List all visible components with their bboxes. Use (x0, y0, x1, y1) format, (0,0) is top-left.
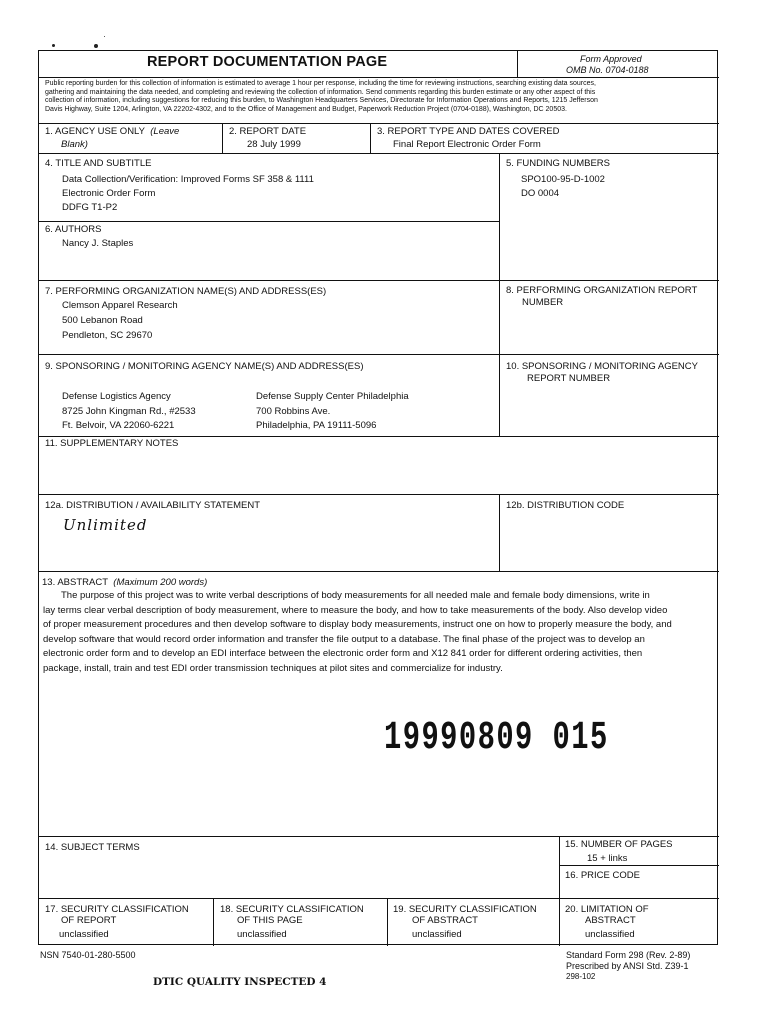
block7-label: 7. PERFORMING ORGANIZATION NAME(S) AND ADDRESS(ES) (45, 286, 327, 297)
block18-label-cont: OF THIS PAGE (237, 915, 303, 926)
block8-label-cont: NUMBER (522, 297, 564, 308)
standard-form: Standard Form 298 (Rev. 2-89) (566, 950, 691, 960)
accession-stamp: 19990809 015 (384, 716, 609, 761)
abstract-text (43, 589, 717, 676)
block11-label: 11. SUPPLEMENTARY NOTES (45, 438, 179, 449)
nsn-number: NSN 7540-01-280-5500 (40, 950, 136, 960)
title-line: Electronic Order Form (62, 188, 156, 199)
performing-org-line: Pendleton, SC 29670 (62, 330, 153, 341)
burden-notice-line: gathering and maintaining the data needed, and completing and reviewing the collection of information. Send comments regarding this burden estimate or any other aspect of this (45, 88, 596, 96)
block9-label: 9. SPONSORING / MONITORING AGENCY NAME(S) AND ADDRESS(ES) (45, 361, 364, 372)
abstract-line: develop software that would record order information and transfer the file output to a database. The final phase of the project was to develop an (43, 633, 645, 645)
abstract-line: electronic order form and to develop an EDI interface between the electronic order form and X12 841 order for different ordering activities, then (43, 648, 643, 659)
block18-label: 18. SECURITY CLASSIFICATION (220, 904, 364, 915)
page-classification: unclassified (237, 929, 287, 940)
performing-org-line: 500 Lebanon Road (62, 315, 143, 326)
block10-label-cont: REPORT NUMBER (527, 373, 611, 384)
sponsor-agency-line: Ft. Belvoir, VA 22060-6221 (62, 420, 175, 431)
abstract-line: of proper measurement procedures and then develop software to display body measurements, instruct one on how to properly measure the body, and (43, 619, 672, 630)
abstract-line: The purpose of this project was to write verbal descriptions of body measurements for all needed male and female body dimensions, write in (61, 590, 650, 601)
block19-label: 19. SECURITY CLASSIFICATION (393, 904, 537, 915)
burden-notice-line: collection of information, including suggestions for reducing this burden, to Washington Headquarters Services, Directorate for Information Operations and Reports, 1215 Jefferson (45, 97, 598, 105)
report-documentation-form (38, 50, 718, 945)
dtic-inspection-stamp: DTIC QUALITY INSPECTED 4 (153, 976, 327, 988)
form-approved-label: Form Approved (580, 54, 642, 64)
page-title: REPORT DOCUMENTATION PAGE (147, 54, 388, 70)
performing-org-line: Clemson Apparel Research (62, 300, 178, 311)
block8-label: 8. PERFORMING ORGANIZATION REPORT (506, 285, 698, 296)
block19-label-cont: OF ABSTRACT (412, 915, 478, 926)
block5-label: 5. FUNDING NUMBERS (506, 158, 610, 169)
form-code: 298-102 (566, 972, 596, 981)
block10-label: 10. SPONSORING / MONITORING AGENCY (506, 361, 698, 372)
block20-label: 20. LIMITATION OF (565, 904, 649, 915)
report-classification: unclassified (59, 929, 109, 940)
scan-speck (104, 36, 105, 37)
scan-speck (52, 44, 55, 47)
sponsor-agency-line: Philadelphia, PA 19111-5096 (256, 420, 377, 431)
sponsor-agency-line: 8725 John Kingman Rd., #2533 (62, 406, 196, 417)
block15-label: 15. NUMBER OF PAGES (565, 839, 673, 850)
burden-notice-line: Davis Highway, Suite 1204, Arlington, VA 22202-4302, and to the Office of Management and Budget, Paperwork Reduction Project (0704-0188), Washington, DC 20503. (45, 105, 567, 113)
ansi-prescribed: Prescribed by ANSI Std. Z39-1 (566, 961, 689, 971)
number-of-pages: 15 + links (587, 853, 628, 864)
funding-number: DO 0004 (521, 188, 560, 199)
block20-label-cont: ABSTRACT (585, 915, 636, 926)
block12b-label: 12b. DISTRIBUTION CODE (506, 500, 625, 511)
block2-label: 2. REPORT DATE (229, 126, 307, 137)
burden-notice-line: Public reporting burden for this collection of information is estimated to average 1 hour per response, including the time for reviewing instructions, searching existing data sources, (45, 80, 596, 87)
sponsor-agency-line: 700 Robbins Ave. (256, 406, 331, 417)
abstract-classification: unclassified (412, 929, 462, 940)
funding-number: SPO100-95-D-1002 (521, 174, 605, 185)
block17-label-cont: OF REPORT (61, 915, 117, 926)
burden-notice (45, 80, 715, 114)
block13-label: 13. ABSTRACT (Maximum 200 words) (42, 577, 208, 588)
block4-label: 4. TITLE AND SUBTITLE (45, 158, 152, 169)
abstract-line: package, install, train and test EDI order transmission techniques at pilot sites and commercialize for industry. (43, 662, 503, 674)
block6-label: 6. AUTHORS (45, 224, 102, 235)
block16-label: 16. PRICE CODE (565, 870, 640, 881)
report-type: Final Report Electronic Order Form (393, 139, 541, 150)
scan-speck (94, 44, 98, 48)
report-date: 28 July 1999 (247, 139, 301, 150)
block3-label: 3. REPORT TYPE AND DATES COVERED (377, 126, 560, 137)
distribution-handwritten: Unlimited (63, 516, 148, 534)
block1-label: 1. AGENCY USE ONLY (Leave (45, 126, 180, 137)
omb-number: OMB No. 0704-0188 (566, 65, 649, 75)
sponsor-agency-line: Defense Supply Center Philadelphia (256, 391, 409, 402)
block14-label: 14. SUBJECT TERMS (45, 842, 140, 853)
author-name: Nancy J. Staples (62, 238, 134, 249)
block17-label: 17. SECURITY CLASSIFICATION (45, 904, 189, 915)
sponsor-agency-line: Defense Logistics Agency (62, 391, 171, 402)
block12a-label: 12a. DISTRIBUTION / AVAILABILITY STATEMENT (45, 500, 261, 511)
title-line: DDFG T1-P2 (62, 202, 118, 213)
abstract-line: lay terms clear verbal description of body measurement, where to measure the body, and how to take measurements of the body. Also develop video (43, 604, 668, 616)
title-line: Data Collection/Verification: Improved Forms SF 358 & 1111 (62, 174, 314, 185)
limitation-value: unclassified (585, 929, 635, 940)
block1-note: Blank) (61, 139, 88, 150)
